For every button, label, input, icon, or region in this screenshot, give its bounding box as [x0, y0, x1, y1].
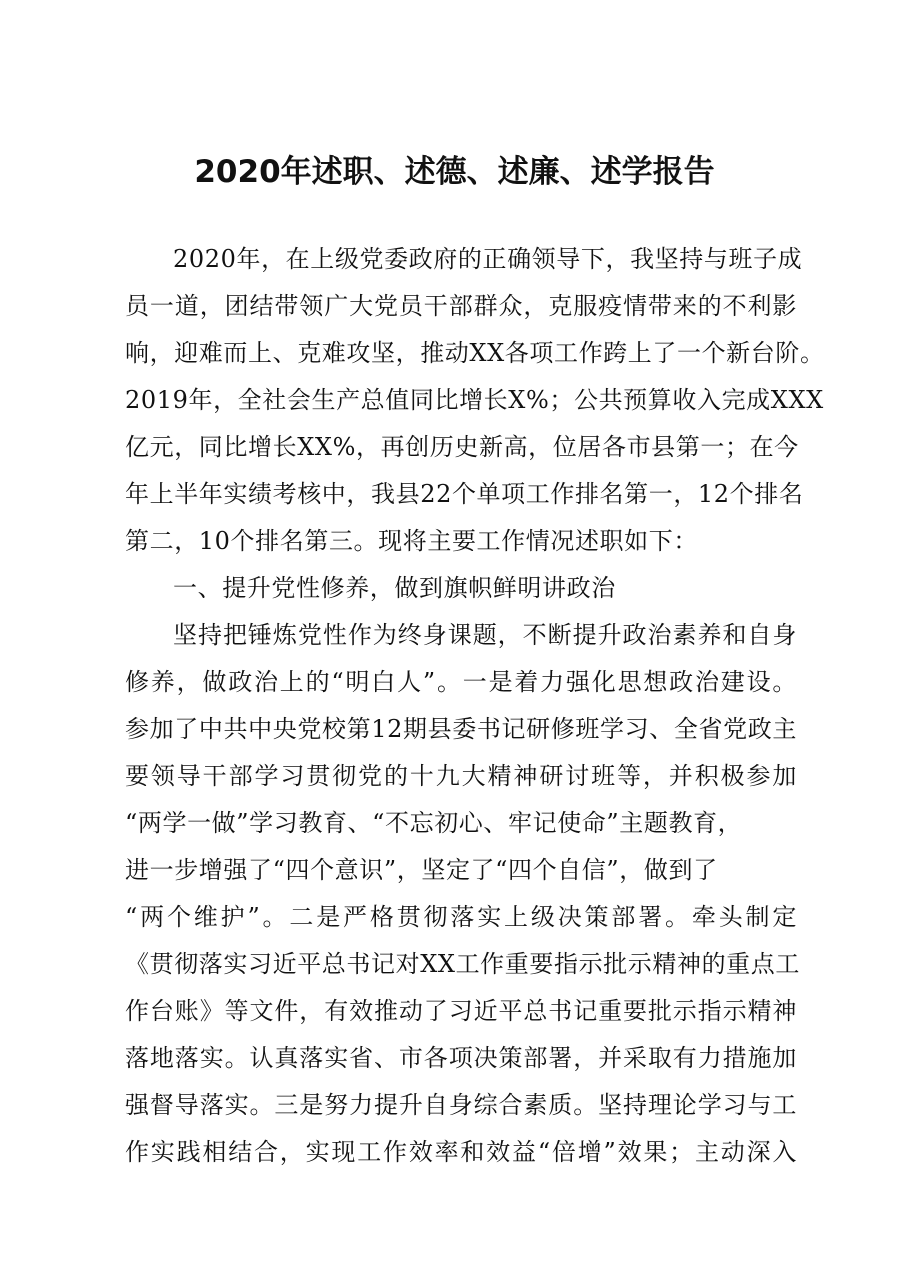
- paragraph-line: 坚持把锤炼党性作为终身课题，不断提升政治素养和自身: [173, 621, 797, 649]
- paragraph-line: 落地落实。认真落实省、市各项决策部署，并采取有力措施加: [125, 1044, 797, 1072]
- document-body: [125, 236, 825, 1176]
- paragraph-line: “两学一做”学习教育、“不忘初心、牢记使命”主题教育，: [125, 809, 743, 837]
- paragraph-line: 要领导干部学习贯彻党的十九大精神研讨班等，并积极参加: [125, 762, 797, 790]
- paragraph-line: 进一步增强了“四个意识”，坚定了“四个自信”，做到了: [125, 856, 718, 884]
- section-heading: 一、提升党性修养，做到旗帜鲜明讲政治: [173, 574, 616, 602]
- paragraph-line: 年上半年实绩考核中，我县22个单项工作排名第一，12个排名: [125, 480, 804, 508]
- document-title: 2020年述职、述德、述廉、述学报告: [194, 154, 715, 190]
- paragraph-line: 2020年，在上级党委政府的正确领导下，我坚持与班子成: [173, 245, 803, 273]
- paragraph-line: 第二，10个排名第三。现将主要工作情况述职如下：: [125, 527, 698, 555]
- paragraph-line: 强督导落实。三是努力提升自身综合素质。坚持理论学习与工: [125, 1091, 797, 1119]
- paragraph-line: 作实践相结合，实现工作效率和效益“倍增”效果；主动深入: [125, 1138, 797, 1166]
- paragraph-line: 修养，做政治上的“明白人”。一是着力强化思想政治建设。: [125, 668, 797, 696]
- paragraph-line: 员一道，团结带领广大党员干部群众，克服疫情带来的不利影: [125, 292, 797, 320]
- paragraph-line: 响，迎难而上、克难攻坚，推动XX各项工作跨上了一个新台阶。: [125, 339, 825, 367]
- paragraph-line: 参加了中共中央党校第12期县委书记研修班学习、全省党政主: [125, 715, 797, 743]
- paragraph-line: “两个维护”。二是严格贯彻落实上级决策部署。牵头制定: [125, 903, 797, 931]
- paragraph-line: 作台账》等文件，有效推动了习近平总书记重要批示指示精神: [125, 997, 797, 1025]
- paragraph-line: 《贯彻落实习近平总书记对XX工作重要指示批示精神的重点工: [125, 950, 800, 978]
- paragraph-line: 2019年，全社会生产总值同比增长X%；公共预算收入完成XXX: [125, 386, 824, 414]
- paragraph-line: 亿元，同比增长XX%，再创历史新高，位居各市县第一；在今: [125, 433, 799, 461]
